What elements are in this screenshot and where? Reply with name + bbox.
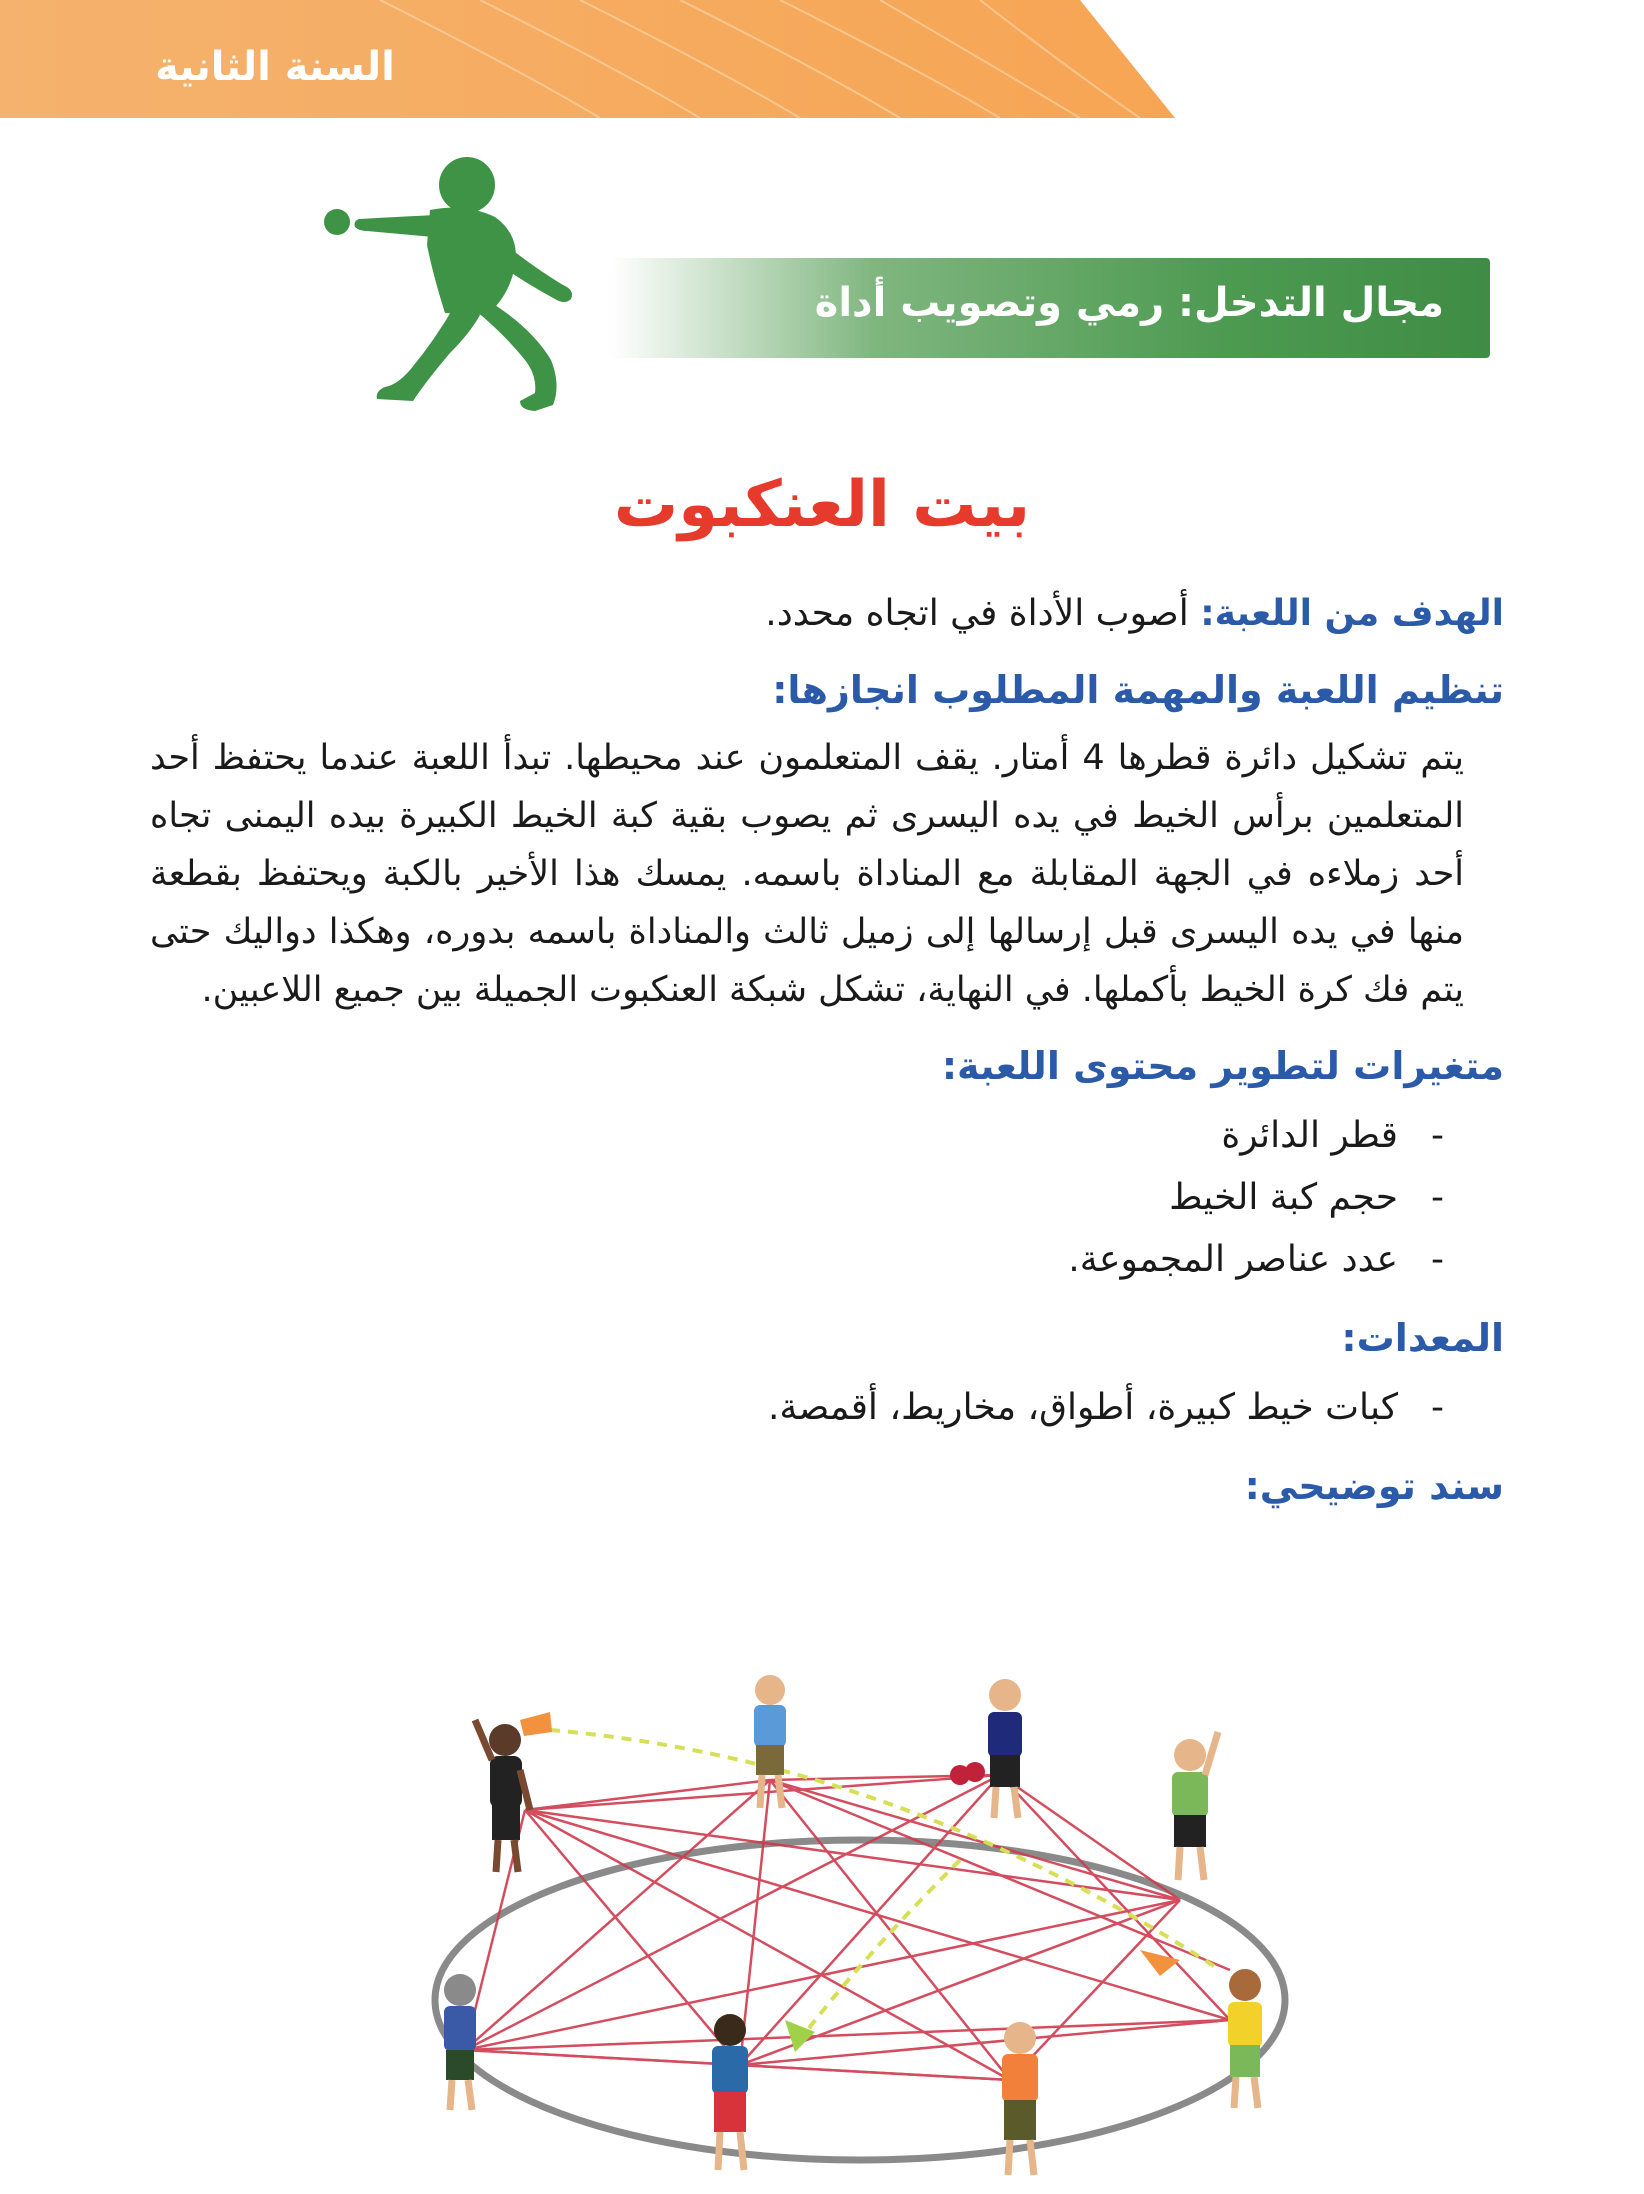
dash-mark: -	[1431, 1239, 1444, 1280]
list-item: -حجم كبة الخيط	[150, 1167, 1444, 1229]
goal-row	[150, 585, 1504, 643]
dash-mark: -	[1431, 1387, 1444, 1428]
variables-heading: متغيرات لتطوير محتوى اللعبة:	[941, 1044, 1504, 1088]
list-item: -كبات خيط كبيرة، أطواق، مخاريط، أقمصة.	[150, 1377, 1444, 1439]
equipment-list	[150, 1377, 1504, 1439]
child-figure	[1228, 1969, 1262, 2108]
domain-banner	[610, 258, 1490, 358]
variables-list	[150, 1105, 1504, 1291]
organization-text: يتم تشكيل دائرة قطرها 4 أمتار. يقف المتعلمون عند محيطها. تبدأ اللعبة عندما يحتفظ أحد المتعلمين برأس الخيط في يده اليسرى ثم يصوب بقية كبة الخيط الكبيرة بيده اليمنى تجاه أحد زملاءه في الجهة المقابلة مع المناداة باسمه. يمسك هذا الأخير بالكبة ويحتفظ بقطعة منها في يده اليسرى قبل إرسالها إلى زميل ثالث والمناداة باسمه بدوره، وهكذا دواليك حتى يتم فك كرة الخيط بأكملها. في النهاية، تشكل شبكة العنكبوت الجميلة بين جميع اللاعبين.	[150, 738, 1464, 1010]
equipment-heading: المعدات:	[1341, 1316, 1504, 1360]
child-figure	[712, 2014, 748, 2170]
child-figure	[1002, 2022, 1038, 2175]
dash-mark: -	[1431, 1177, 1444, 1218]
goal-text: أصوب الأداة في اتجاه محدد.	[765, 593, 1189, 634]
spider-web-illustration	[400, 1660, 1320, 2190]
child-figure	[988, 1679, 1022, 1818]
lesson-title: بيت العنكبوت	[613, 468, 1031, 542]
organization-heading: تنظيم اللعبة والمهمة المطلوب انجازها:	[772, 668, 1504, 712]
list-item: -عدد عناصر المجموعة.	[150, 1229, 1444, 1291]
child-figure	[444, 1974, 476, 2110]
lesson-content	[150, 585, 1504, 1525]
runner-icon	[315, 155, 645, 420]
child-figure	[1172, 1732, 1218, 1880]
list-item: -قطر الدائرة	[150, 1105, 1444, 1167]
illustration-heading: سند توضيحي:	[1244, 1464, 1504, 1508]
dash-mark: -	[1431, 1115, 1444, 1156]
child-figure	[475, 1720, 530, 1872]
grade-label: السنة الثانية	[155, 44, 395, 90]
domain-text: مجال التدخل: رمي وتصويب أداة	[814, 280, 1444, 326]
goal-label: الهدف من اللعبة:	[1200, 593, 1504, 634]
